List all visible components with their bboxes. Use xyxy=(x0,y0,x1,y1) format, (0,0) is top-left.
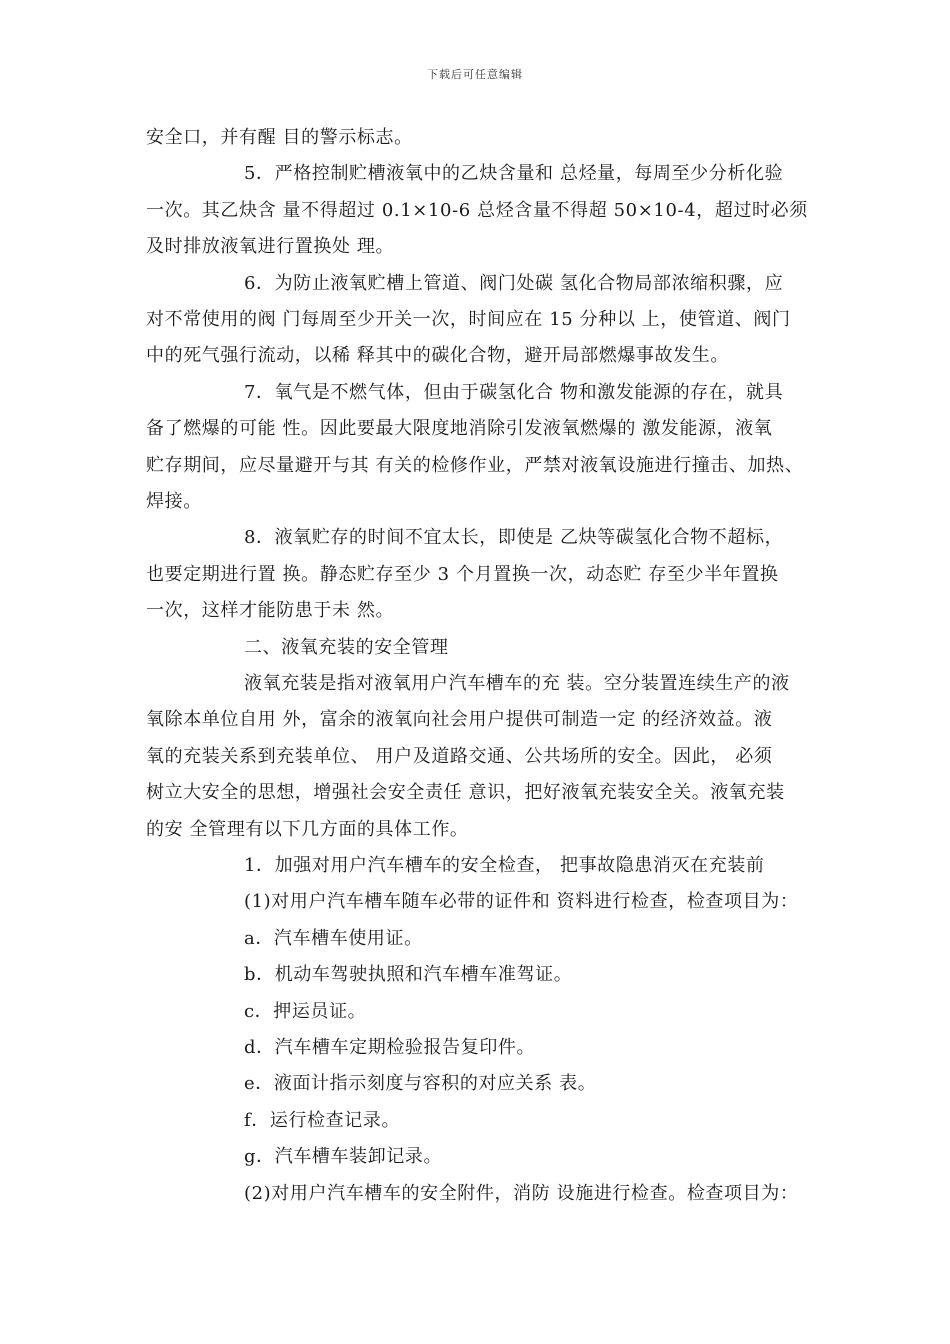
text-line: g．汽车槽车装卸记录。 xyxy=(244,1146,443,1168)
text-line: 树立大安全的思想，增强社会安全责任 意识，把好液氧充装安全关。液氧充装 xyxy=(146,782,785,804)
text-line: 一次，这样才能防患于未 然。 xyxy=(146,600,395,622)
text-line: 对不常使用的阀 门每周至少开关一次，时间应在 15 分种以 上，使管道、阀门 xyxy=(146,309,791,330)
text-line: a．汽车槽车使用证。 xyxy=(244,927,423,949)
text-line: 安全口，并有醒 目的警示标志。 xyxy=(146,127,413,148)
text-line: 液氧充装是指对液氧用户汽车槽车的充 装。空分装置连续生产的液 xyxy=(244,673,790,694)
text-line: 中的死气强行流动，以稀 释其中的碳化合物，避开局部燃爆事故发生。 xyxy=(146,345,729,367)
text-line: 也要定期进行置 换。静态贮存至少 3 个月置换一次，动态贮 存至少半年置换 xyxy=(146,563,779,585)
text-line: 一次。其乙炔含 量不得超过 0.1×10-6 总烃含量不得超 50×10-4，超过时必须 xyxy=(146,199,808,221)
text-line: e．液面计指示刻度与容积的对应关系 表。 xyxy=(244,1073,597,1095)
text-line: 及时排放液氧进行置换处 理。 xyxy=(146,236,395,258)
text-line: 6．为防止液氧贮槽上管道、阀门处碳 氢化合物局部浓缩积骤，应 xyxy=(244,272,784,294)
text-line: c．押运员证。 xyxy=(244,1000,367,1022)
text-line: 氧除本单位自用 外，富余的液氧向社会用户提供可制造一定 的经济效益。液 xyxy=(146,709,773,731)
text-line: d．汽车槽车定期检验报告复印件。 xyxy=(244,1037,536,1058)
text-line: 1．加强对用户汽车槽车的安全检查， 把事故隐患消灭在充装前 xyxy=(244,855,765,876)
text-line: 二、液氧充装的安全管理 xyxy=(244,636,449,658)
page-header: 下载后可任意编辑 xyxy=(427,68,523,81)
text-line: b．机动车驾驶执照和汽车槽车准驾证。 xyxy=(244,964,573,986)
text-line: f．运行检查记录。 xyxy=(244,1109,401,1131)
text-line: 5．严格控制贮槽液氧中的乙炔含量和 总烃量，每周至少分析化验 xyxy=(244,163,784,185)
text-line: 的安 全管理有以下几方面的具体工作。 xyxy=(146,818,469,840)
text-line: 8．液氧贮存的时间不宜太长，即使是 乙炔等碳氢化合物不超标， xyxy=(244,527,784,549)
text-line: 7．氧气是不燃气体，但由于碳氢化合 物和激发能源的存在，就具 xyxy=(244,381,784,403)
text-line: 氧的充装关系到充装单位、 用户及道路交通、公共场所的安全。因此， 必须 xyxy=(146,745,773,767)
text-line: 焊接。 xyxy=(146,491,202,512)
text-line: (2)对用户汽车槽车的安全附件，消防 设施进行检查。检查项目为： xyxy=(244,1182,799,1204)
text-line: 贮存期间，应尽量避开与其 有关的检修作业，严禁对液氧设施进行撞击、加热、 xyxy=(146,454,804,476)
text-line: (1)对用户汽车槽车随车必带的证件和 资料进行检查，检查项目为： xyxy=(244,891,799,913)
text-line: 备了燃爆的可能 性。因此要最大限度地消除引发液氧燃爆的 激发能源，液氧 xyxy=(146,418,773,440)
